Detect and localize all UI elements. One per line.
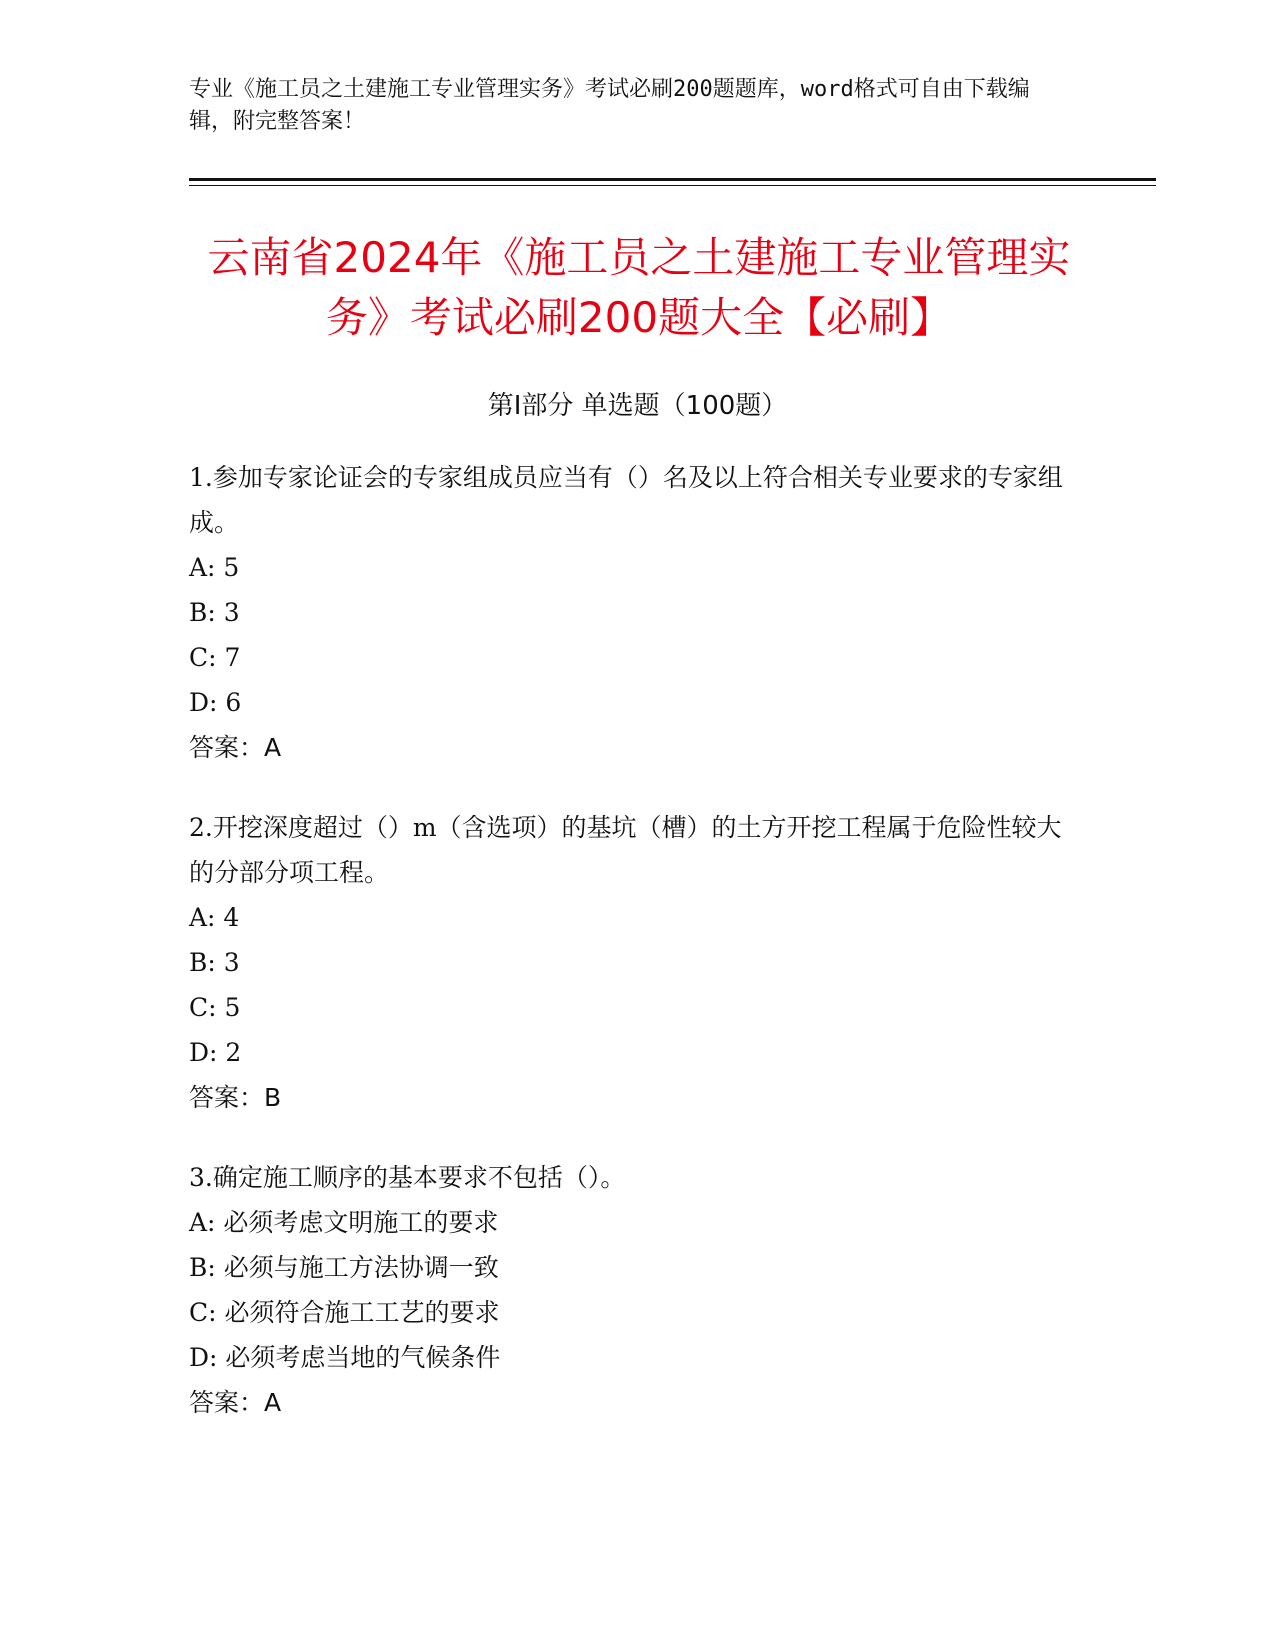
question-stem: 2.开挖深度超过（）m（含选项）的基坑（槽）的土方开挖工程属于危险性较大的分部分项工程。	[189, 813, 1062, 887]
option-a: A: 必须考虑文明施工的要求	[189, 1208, 499, 1237]
option-a: A: 4	[189, 903, 240, 932]
option-a: A: 5	[189, 553, 240, 582]
document-title: 云南省2024年《施工员之土建施工专业管理实务》考试必刷200题大全【必刷】	[207, 233, 1071, 342]
question-1	[189, 455, 1069, 770]
header-divider-thin	[189, 185, 1156, 186]
header-note: 专业《施工员之土建施工专业管理实务》考试必刷200题题库，word格式可自由下载编辑，附完整答案！	[189, 77, 1030, 134]
option-c: C: 必须符合施工工艺的要求	[189, 1298, 500, 1327]
option-d: D: 6	[189, 688, 242, 717]
option-b: B: 3	[189, 948, 240, 977]
section-title: 第I部分 单选题（100题）	[487, 391, 788, 421]
option-d: D: 必须考虑当地的气候条件	[189, 1343, 501, 1372]
option-b: B: 必须与施工方法协调一致	[189, 1253, 499, 1282]
option-b: B: 3	[189, 598, 240, 627]
question-2	[189, 805, 1069, 1120]
answer: 答案：A	[189, 733, 282, 762]
question-3	[189, 1155, 1069, 1425]
option-c: C: 7	[189, 643, 241, 672]
option-c: C: 5	[189, 993, 241, 1022]
question-stem: 1.参加专家论证会的专家组成员应当有（）名及以上符合相关专业要求的专家组成。	[189, 463, 1063, 537]
header-divider-thick	[189, 178, 1156, 181]
option-d: D: 2	[189, 1038, 242, 1067]
answer: 答案：A	[189, 1388, 282, 1417]
question-stem: 3.确定施工顺序的基本要求不包括（）。	[189, 1163, 626, 1192]
answer: 答案：B	[189, 1083, 282, 1112]
